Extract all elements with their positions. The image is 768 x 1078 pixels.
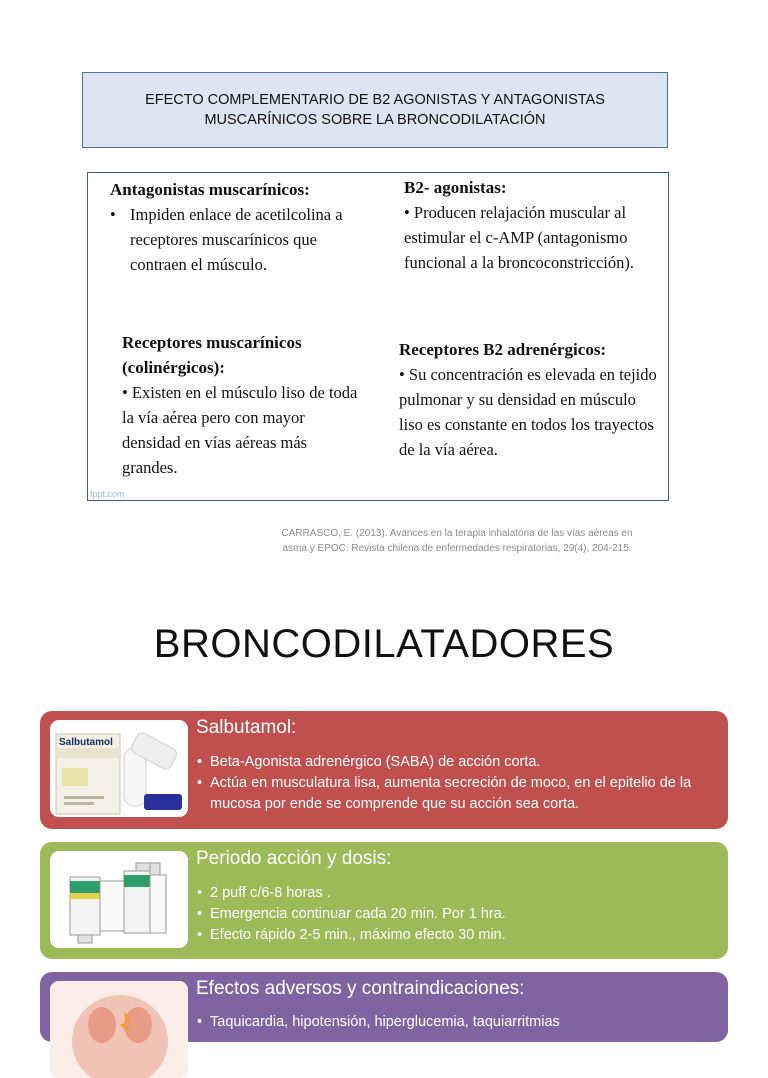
receptores-b2-heading: Receptores B2 adrenérgicos: [399, 340, 607, 359]
efectos-list [196, 1012, 724, 1033]
antagonistas-cell [110, 177, 360, 277]
dosis-card [40, 842, 728, 959]
comparison-panel [87, 172, 669, 501]
salbutamol-card [40, 711, 728, 829]
receptores-muscarinicos-cell [122, 330, 362, 480]
list-item: • Efecto rápido 2-5 min., máximo efecto 30 min. [196, 925, 724, 946]
receptores-b2-cell [399, 337, 659, 462]
b2-agonistas-heading: B2- agonistas: [404, 178, 507, 197]
efectos-title: Efectos adversos y contraindicaciones: [196, 978, 525, 999]
dosis-list [196, 883, 724, 946]
slide-title-line-2: MUSCARÍNICOS SOBRE LA BRONCODILATACIÓN [204, 112, 546, 128]
list-item: • Beta-Agonista adrenérgico (SABA) de acción corta. [196, 752, 724, 773]
list-item: • Actúa en musculatura lisa, aumenta secreción de moco, en el epitelio de la mucosa por ende se comprende que su acción sea corta. [196, 773, 724, 815]
receptores-muscarinicos-bullet: • Existen en el músculo liso de toda la vía aérea pero con mayor densidad en vías aéreas más grandes. [122, 383, 358, 477]
receptores-muscarinicos-heading: Receptores muscarínicos (colinérgicos): [122, 333, 302, 377]
efectos-card [40, 972, 728, 1042]
b2-agonistas-bullet: • Producen relajación muscular al estimular el c-AMP (antagonismo funcional a la broncoconstricción). [404, 203, 634, 272]
antagonistas-heading: Antagonistas muscarínicos: [110, 180, 310, 199]
citation: CARRASCO, E. (2013). Avances en la terapia inhalatoria de las vías aéreas en asma y EPOC. Revista chilena de enfermedades respiratorias, 29(4), 204-215. [281, 528, 633, 554]
list-item: • 2 puff c/6-8 horas . [196, 883, 724, 904]
efectos-anatomy-image [50, 981, 188, 1078]
salbutamol-package-label: Salbutamol [59, 737, 113, 748]
list-item: • Emergencia continuar cada 20 min. Por 1 hra. [196, 904, 724, 925]
section-title: BRONCODILATADORES [153, 622, 615, 666]
antagonistas-bullet: • Impiden enlace de acetilcolina a receptores muscarínicos que contraen el músculo. [130, 202, 360, 277]
salbutamol-list [196, 752, 724, 815]
slide-title-box [82, 72, 668, 148]
b2-agonistas-cell [404, 175, 644, 275]
watermark: fppt.com [90, 489, 125, 499]
salbutamol-title: Salbutamol: [196, 717, 297, 738]
receptores-b2-bullet: • Su concentración es elevada en tejido pulmonar y su densidad en músculo liso es constante en todos los trayectos de la vía aérea. [399, 365, 657, 459]
list-item: • Taquicardia, hipotensión, hiperglucemia, taquiarritmias [196, 1012, 724, 1033]
dosis-product-image [50, 851, 188, 948]
slide-title-line-1: EFECTO COMPLEMENTARIO DE B2 AGONISTAS Y ANTAGONISTAS [145, 92, 605, 108]
salbutamol-product-image [50, 720, 188, 817]
dosis-title: Periodo acción y dosis: [196, 848, 392, 869]
